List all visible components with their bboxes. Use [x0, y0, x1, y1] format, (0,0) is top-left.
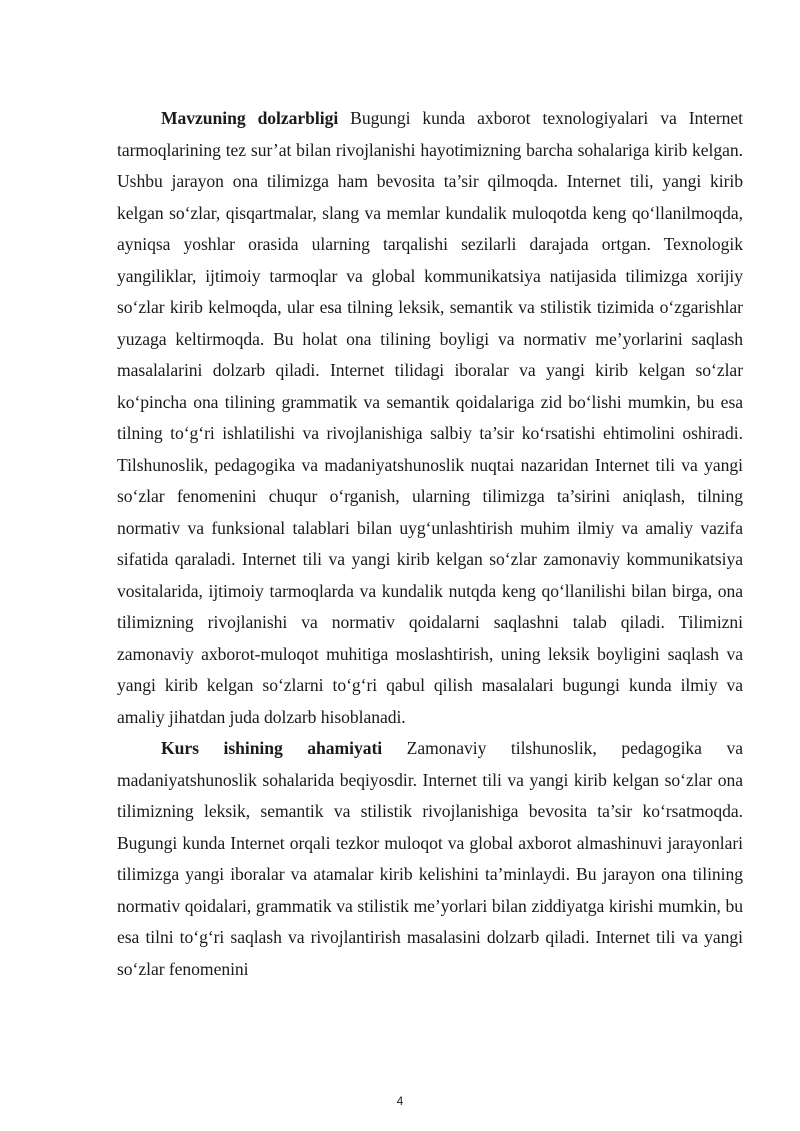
paragraph-relevance	[117, 103, 743, 733]
paragraph-heading-relevance: Mavzuning dolzarbligi	[161, 108, 339, 128]
paragraph-text-relevance: Bugungi kunda axborot texnologiyalari va Internet tarmoqlarining tez sur’at bilan rivojlanishi hayotimizning barcha sohalariga kirib kelgan. Ushbu jarayon ona tilimizga ham bevosita ta’sir qilmoqda. Internet tili, yangi kirib kelgan so‘zlar, qisqartmalar, slang va memlar kundalik muloqotda keng qo‘llanilmoqda, ayniqsa yoshlar orasida ularning tarqalishi sezilarli darajada ortgan. Texnologik yangiliklar, ijtimoiy tarmoqlar va global kommunikatsiya natijasida tilimizga xorijiy so‘zlar kirib kelmoqda, ular esa tilning leksik, semantik va stilistik tizimida o‘zgarishlar yuzaga keltirmoqda. Bu holat ona tilining boyligi va normativ me’yorlarini saqlash masalalarini dolzarb qiladi. Internet tilidagi iboralar va yangi kirib kelgan so‘zlar ko‘pincha ona tilining grammatik va semantik qoidalariga zid bo‘lishi mumkin, bu esa tilning to‘g‘ri ishlatilishi va rivojlanishiga salbiy ta’sir ko‘rsatishi ehtimolini oshiradi. Tilshunoslik, pedagogika va madaniyatshunoslik nuqtai nazaridan Internet tili va yangi so‘zlar fenomenini chuqur o‘rganish, ularning tilimizga ta’sirini aniqlash, tilning normativ va funksional talablari bilan uyg‘unlashtirish muhim ilmiy va amaliy vazifa sifatida qaraladi. Internet tili va yangi kirib kelgan so‘zlar zamonaviy kommunikatsiya vositalarida, ijtimoiy tarmoqlarda va kundalik nutqda keng qo‘llanilishi bilan birga, ona tilimizning rivojlanishi va normativ qoidalarni saqlashni talab qiladi. Tilimizni zamonaviy axborot-muloqot muhitiga moslashtirish, uning leksik boyligini saqlash va yangi kirib kelgan so‘zlarni to‘g‘ri qabul qilish masalalari bugungi kunda ilmiy va amaliy jihatdan juda dolzarb hisoblanadi.	[117, 108, 744, 727]
paragraph-heading-importance: Kurs ishining ahamiyati	[161, 738, 383, 758]
paragraph-text-importance: Zamonaviy tilshunoslik, pedagogika va madaniyatshunoslik sohalarida beqiyosdir. Internet tili va yangi kirib kelgan so‘zlar ona tilimizning leksik, semantik va stilistik rivojlanishiga bevosita ta’sir ko‘rsatmoqda. Bugungi kunda Internet orqali tezkor muloqot va global axborot almashinuvi jarayonlari tilimizga yangi iboralar va atamalar kirib kelishini ta’minlaydi. Bu jarayon ona tilining normativ qoidalari, grammatik va stilistik me’yorlari bilan ziddiyatga kirishi mumkin, bu esa tilni to‘g‘ri saqlash va rivojlantirish masalasini dolzarb qiladi. Internet tili va yangi so‘zlar fenomenini	[117, 738, 743, 979]
paragraph-importance	[117, 733, 743, 985]
page-number: 4	[396, 1094, 404, 1108]
document-page	[117, 103, 743, 985]
